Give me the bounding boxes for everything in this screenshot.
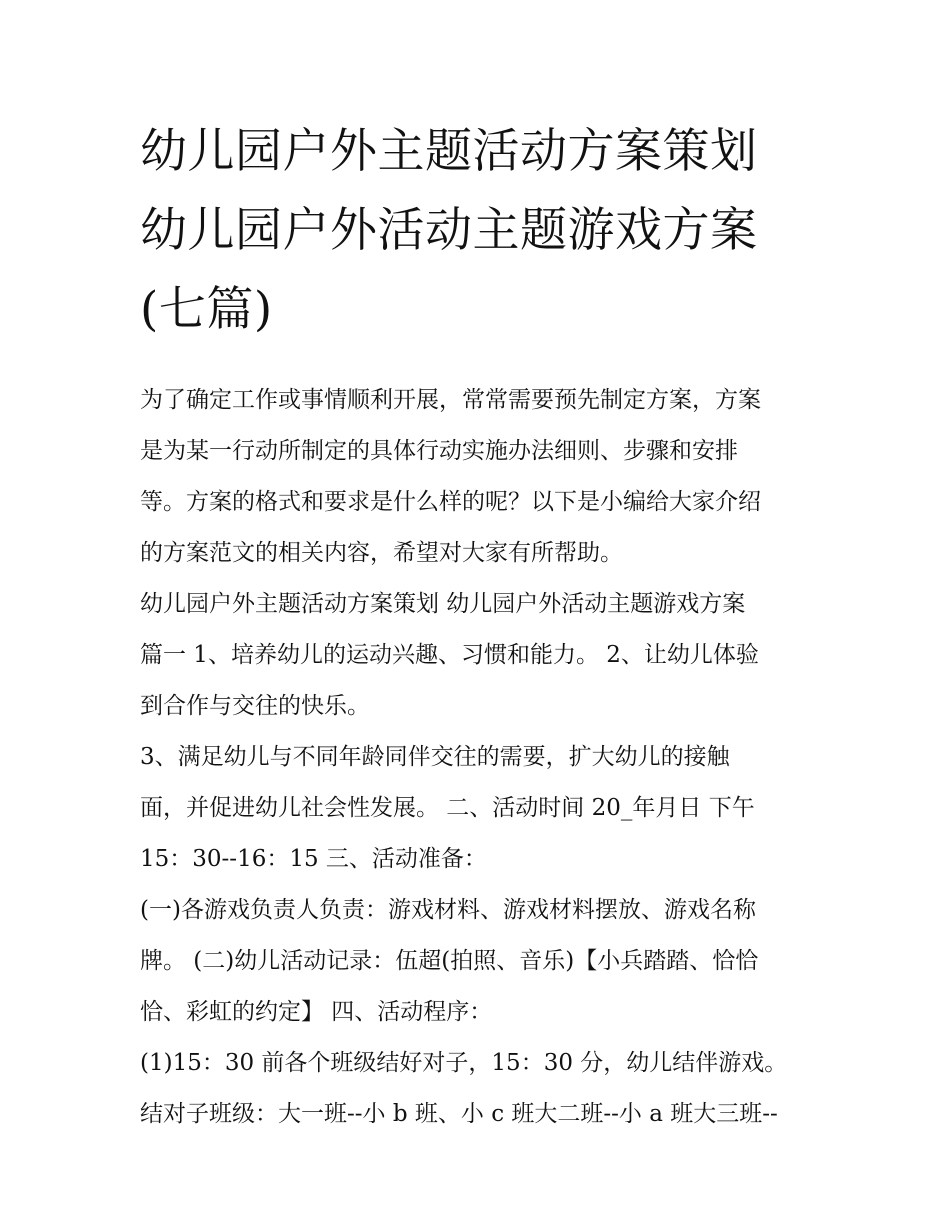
body-line: 等。方案的格式和要求是什么样的呢？以下是小编给大家介绍 [140,489,761,515]
title-line: 幼儿园户外主题活动方案策划 [140,124,758,179]
body-line: 是为某一行动所制定的具体行动实施办法细则、步骤和安排 [140,438,738,464]
body-line: 牌。 (二)幼儿活动记录：伍超(拍照、音乐)【小兵踏踏、恰恰 [140,948,759,974]
body-line: (1)15：30 前各个班级结好对子，15：30 分，幼儿结伴游戏。 [140,1050,788,1076]
body-line: 篇一 1、培养幼儿的运动兴趣、习惯和能力。 2、让幼儿体验 [140,642,759,668]
body-line: 为了确定工作或事情顺利开展，常常需要预先制定方案，方案 [140,387,761,413]
body-line: 幼儿园户外主题活动方案策划 幼儿园户外活动主题游戏方案 [140,591,746,617]
title-line: 幼儿园户外活动主题游戏方案 [140,203,758,258]
body-line: 面，并促进幼儿社会性发展。 二、活动时间 20_年月日 下午 [140,795,755,821]
document-body [140,375,820,1140]
title-line: (七篇) [140,282,273,337]
body-line: 的方案范文的相关内容，希望对大家有所帮助。 [140,540,623,566]
body-line: 到合作与交往的快乐。 [140,693,370,719]
body-line: 15：30--16：15 三、活动准备： [140,846,487,872]
body-line: 结对子班级：大一班--小 b 班、小 c 班大二班--小 a 班大三班-- [140,1101,778,1127]
document-page [140,112,820,1140]
body-line: (一)各游戏负责人负责：游戏材料、游戏材料摆放、游戏名称 [140,897,756,923]
document-title [140,112,820,349]
body-line: 恰、彩虹的约定】 四、活动程序： [140,999,493,1025]
body-line: 3、满足幼儿与不同年龄同伴交往的需要，扩大幼儿的接触 [140,744,730,770]
